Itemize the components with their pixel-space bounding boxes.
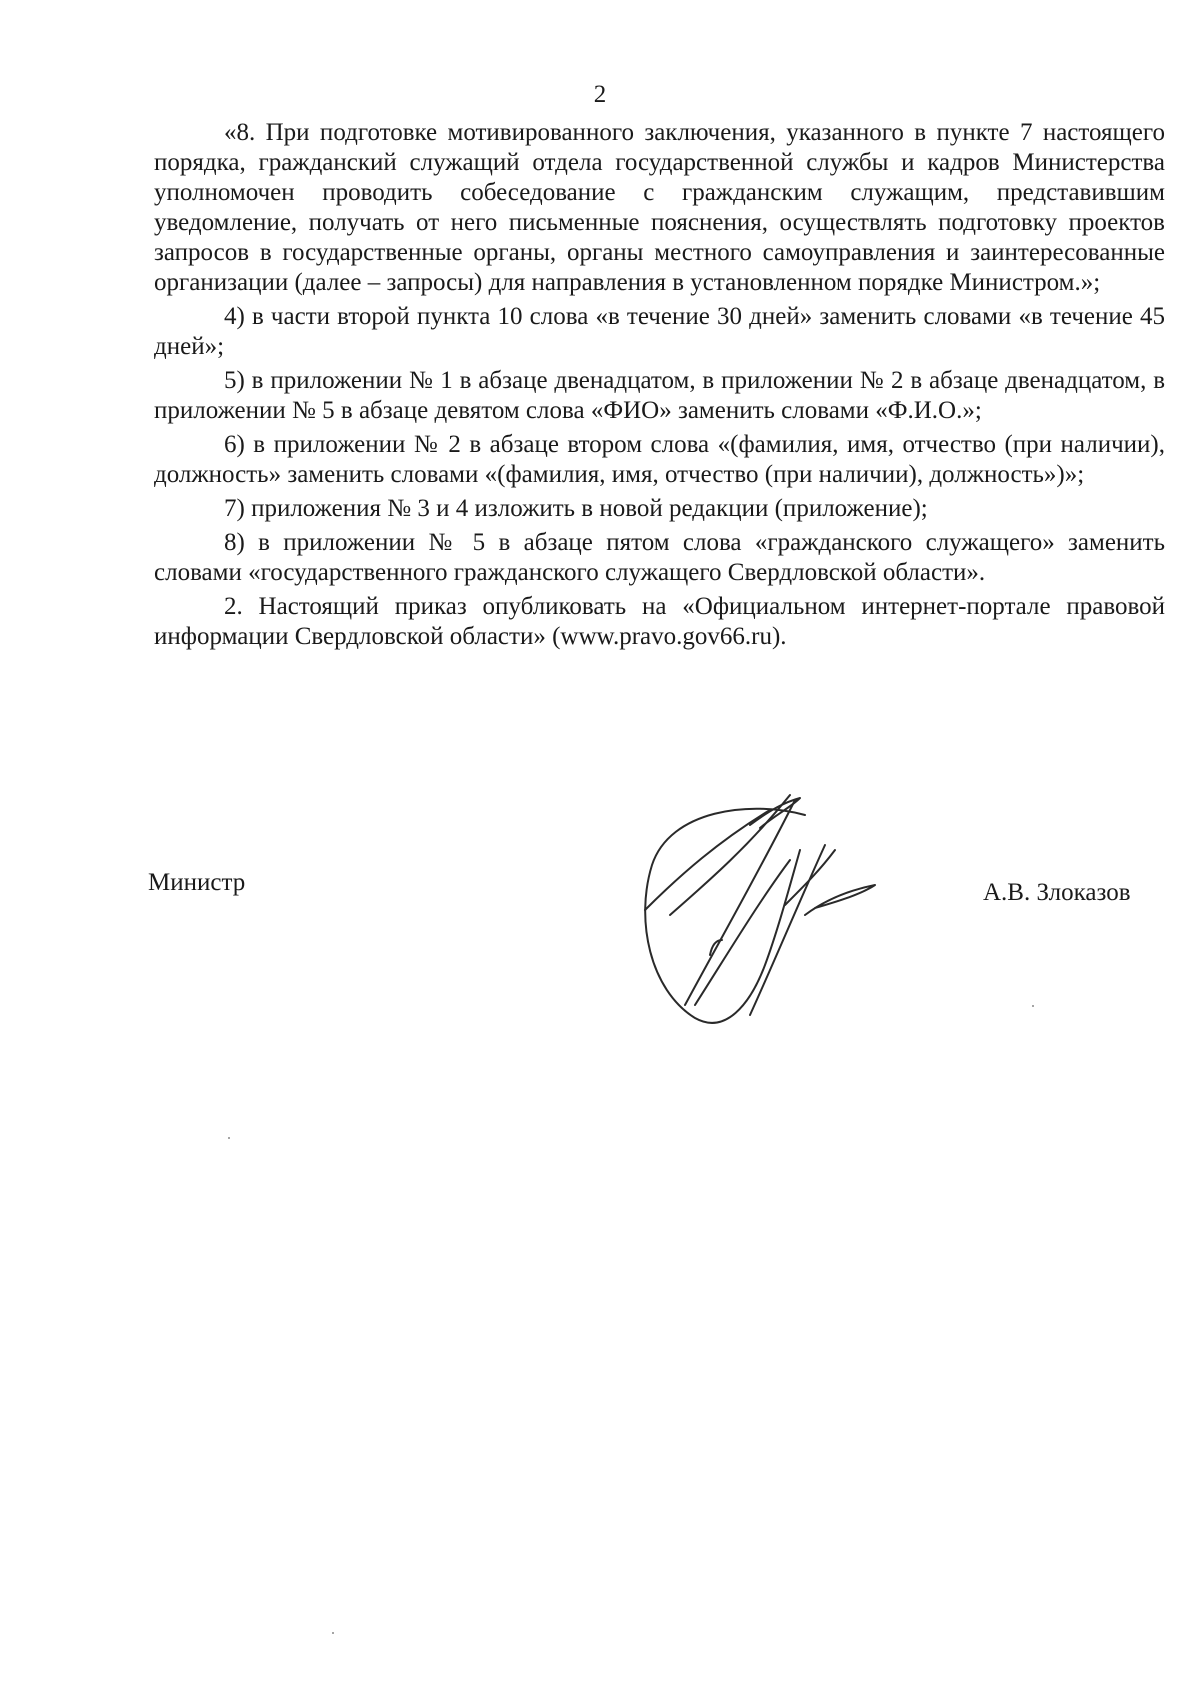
scan-speck [1032, 1005, 1034, 1007]
paragraph-item-8: «8. При подготовке мотивированного заключения, указанного в пункте 7 настоящего порядка, гражданский служащий отдела государственной службы и кадров Министерства уполномочен проводить собеседование с гражданским служащим, представившим уведомление, получать от него письменные пояснения, осуществлять подготовку проектов запросов в государственные органы, органы местного самоуправления и заинтересованные организации (далее – запросы) для направления в установленном порядке Министром.»; [154, 119, 1165, 296]
paragraph-item-2-publication: 2. Настоящий приказ опубликовать на «Официальном интернет-портале правовой информации Свердловской области» (www.pravo.gov66.ru). [154, 593, 1165, 650]
paragraph-subitem-6: 6) в приложении № 2 в абзаце втором слова «(фамилия, имя, отчество (при наличии), должность» заменить словами «(фамилия, имя, отчество (при наличии), должность»)»; [154, 431, 1165, 488]
paragraph-subitem-4: 4) в части второй пункта 10 слова «в течение 30 дней» заменить словами «в течение 45 дней»; [154, 303, 1165, 360]
handwritten-signature [600, 790, 940, 1030]
signer-title: Министр [148, 869, 246, 896]
paragraph-subitem-5: 5) в приложении № 1 в абзаце двенадцатом, в приложении № 2 в абзаце двенадцатом, в приложении № 5 в абзаце девятом слова «ФИО» заменить словами «Ф.И.О.»; [154, 367, 1165, 424]
scan-speck [332, 1632, 334, 1634]
document-body [154, 118, 1165, 656]
scan-speck [228, 1137, 230, 1139]
signer-name: А.В. Злоказов [983, 879, 1131, 906]
paragraph-subitem-7: 7) приложения № 3 и 4 изложить в новой редакции (приложение); [224, 495, 928, 522]
paragraph-subitem-8: 8) в приложении № 5 в абзаце пятом слова «гражданского служащего» заменить словами «государственного гражданского служащего Свердловской области». [154, 529, 1165, 586]
page-number: 2 [593, 81, 607, 108]
